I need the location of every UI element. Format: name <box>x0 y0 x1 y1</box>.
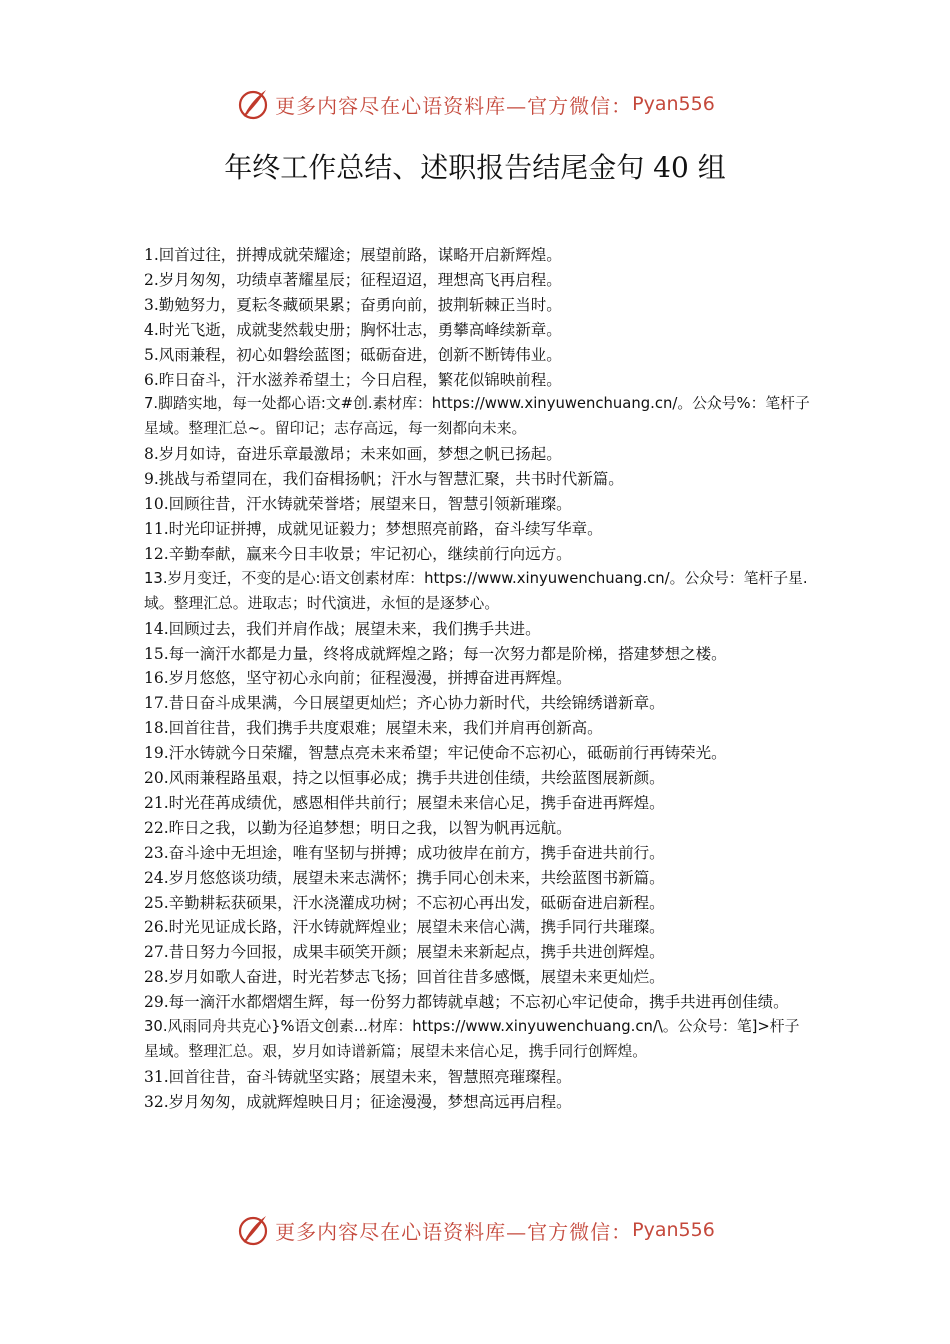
quote-item: 9.挑战与希望同在，我们奋楫扬帆；汗水与智慧汇聚，共书时代新篇。 <box>144 470 624 489</box>
quote-item: 8.岁月如诗，奋进乐章最激昂；未来如画，梦想之帆已扬起。 <box>144 445 562 464</box>
quote-item: 30.风雨同舟共克心}%语文创素...材库：https://www.xinyuwenchuang.cn/\。公众号：笔]>杆子星域。整理汇总。艰，岁月如诗谱新篇；展望未来信心足，携手同行创辉煌。 <box>144 1018 800 1060</box>
quote-item: 15.每一滴汗水都是力量，终将成就辉煌之路；每一次努力都是阶梯，搭建梦想之楼。 <box>144 644 727 663</box>
quote-item: 14.回顾过去，我们并肩作战；展望未来，我们携手共进。 <box>144 619 541 638</box>
quote-item: 24.岁月悠悠谈功绩，展望未来志满怀；携手同心创未来，共绘蓝图书新篇。 <box>144 868 665 887</box>
quote-item: 26.时光见证成长路，汗水铸就辉煌业；展望未来信心满，携手同行共璀璨。 <box>144 918 665 937</box>
quote-item: 16.岁月悠悠，坚守初心永向前；征程漫漫，拼搏奋进再辉煌。 <box>144 669 572 688</box>
quote-item: 17.昔日奋斗成果满，今日展望更灿烂；齐心协力新时代，共绘锦绣谱新章。 <box>144 694 665 713</box>
quote-item: 5.风雨兼程，初心如磐绘蓝图；砥砺奋进，创新不断铸伟业。 <box>144 345 562 364</box>
quote-item: 27.昔日努力今回报，成果丰硕笑开颜；展望未来新起点，携手共进创辉煌。 <box>144 943 665 962</box>
quote-item: 7.脚踏实地，每一处都心语:文#创.素材库：https://www.xinyuwenchuang.cn/。公众号%：笔杆子星域。整理汇总~。留印记；志存高远，每一刻都向未来。 <box>144 395 810 438</box>
watermark-wechat-id: Pyan556 <box>632 93 715 115</box>
quote-item: 6.昨日奋斗，汗水滋养希望土；今日启程，繁花似锦映前程。 <box>144 370 562 389</box>
quote-list <box>144 243 812 1115</box>
quill-logo-icon <box>235 86 271 122</box>
quote-item: 12.辛勤奉献，赢来今日丰收景；牢记初心，继续前行向远方。 <box>144 544 572 563</box>
quote-item: 22.昨日之我，以勤为径追梦想；明日之我，以智为帆再远航。 <box>144 818 572 837</box>
quote-item: 25.辛勤耕耘获硕果，汗水浇灌成功树；不忘初心再出发，砥砺奋进启新程。 <box>144 893 665 912</box>
quote-item: 4.时光飞逝，成就斐然载史册；胸怀壮志，勇攀高峰续新章。 <box>144 320 562 339</box>
quote-item: 28.岁月如歌人奋进，时光若梦志飞扬；回首往昔多感慨，展望未来更灿烂。 <box>144 968 665 987</box>
watermark-text: 更多内容尽在心语资料库—官方微信： <box>275 93 633 118</box>
quote-item: 13.岁月变迁，不变的是心:语文创素材库：https://www.xinyuwenchuang.cn/。公众号：笔杆子星.域。整理汇总。进取志；时代演进，永恒的是逐梦心。 <box>144 569 808 612</box>
quote-item: 2.岁月匆匆，功绩卓著耀星辰；征程迢迢，理想高飞再启程。 <box>144 270 562 289</box>
quill-logo-icon <box>235 1212 271 1248</box>
footer-watermark-banner <box>0 1208 950 1252</box>
quote-item: 3.勤勉努力，夏耘冬藏硕果累；奋勇向前，披荆斩棘正当时。 <box>144 295 562 314</box>
quote-item: 31.回首往昔，奋斗铸就坚实路；展望未来，智慧照亮璀璨程。 <box>144 1067 572 1086</box>
document-title: 年终工作总结、述职报告结尾金句 40 组 <box>224 151 726 184</box>
quote-item: 18.回首往昔，我们携手共度艰难；展望未来，我们并肩再创新高。 <box>144 719 603 738</box>
quote-item: 32.岁月匆匆，成就辉煌映日月；征途漫漫，梦想高远再启程。 <box>144 1092 572 1111</box>
watermark-text: 更多内容尽在心语资料库—官方微信： <box>275 1219 633 1244</box>
quote-item: 23.奋斗途中无坦途，唯有坚韧与拼搏；成功彼岸在前方，携手奋进共前行。 <box>144 843 665 862</box>
header-watermark-banner <box>0 82 950 126</box>
quote-item: 29.每一滴汗水都熠熠生辉，每一份努力都铸就卓越；不忘初心牢记使命，携手共进再创佳绩。 <box>144 993 789 1012</box>
watermark-wechat-id: Pyan556 <box>632 1219 715 1241</box>
quote-item: 10.回顾往昔，汗水铸就荣誉塔；展望来日，智慧引领新璀璨。 <box>144 495 572 514</box>
quote-item: 1.回首过往，拼搏成就荣耀途；展望前路，谋略开启新辉煌。 <box>144 246 562 264</box>
quote-item: 11.时光印证拼搏，成就见证毅力；梦想照亮前路，奋斗续写华章。 <box>144 519 603 538</box>
quote-item: 20.风雨兼程路虽艰，持之以恒事必成；携手共进创佳绩，共绘蓝图展新颜。 <box>144 769 665 788</box>
quote-item: 19.汗水铸就今日荣耀，智慧点亮未来希望；牢记使命不忘初心，砥砺前行再铸荣光。 <box>144 744 727 763</box>
quote-item: 21.时光荏苒成绩优，感恩相伴共前行；展望未来信心足，携手奋进再辉煌。 <box>144 793 665 812</box>
